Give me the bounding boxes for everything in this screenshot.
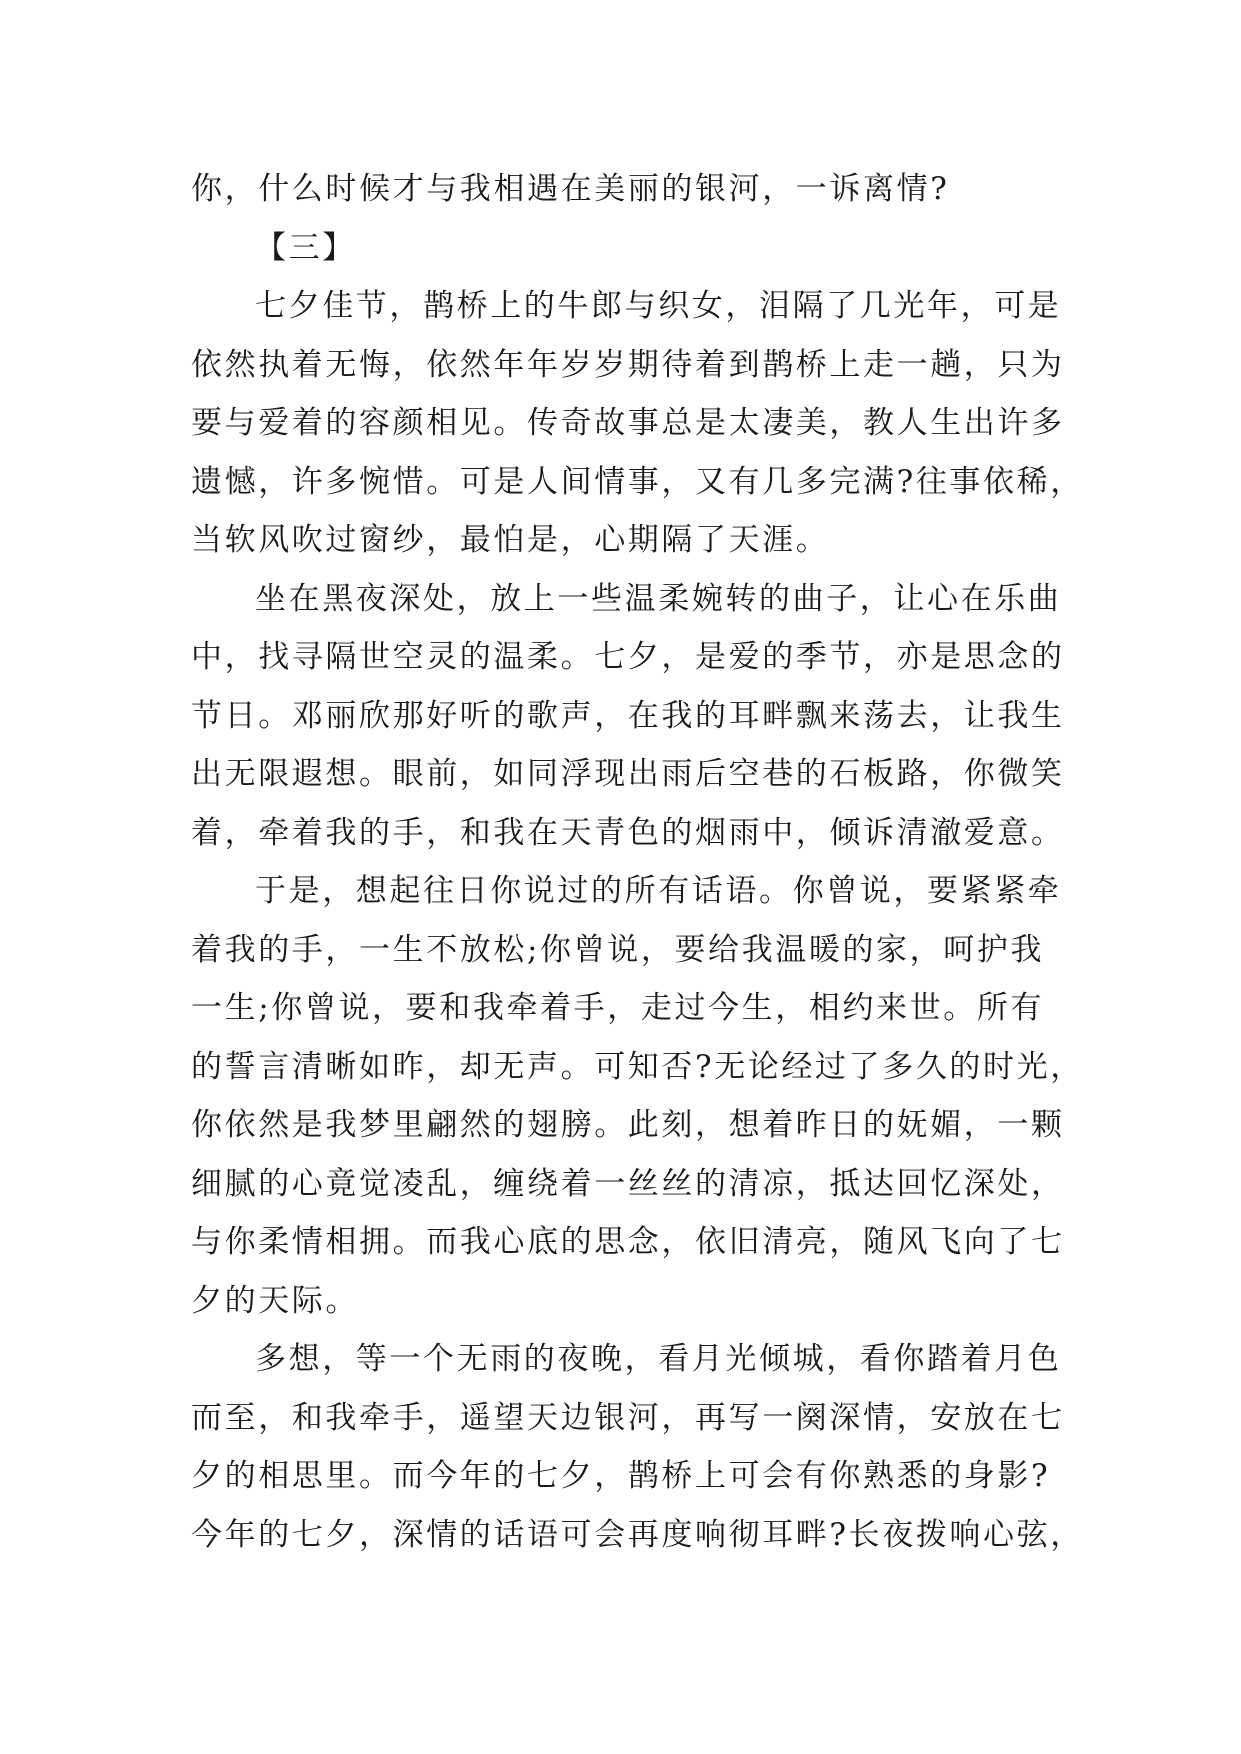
text-line: 而至，和我牵手，遥望天边银河，再写一阕深情，安放在七 <box>191 1399 1065 1436</box>
text-line: 中，找寻隔世空灵的温柔。七夕，是爱的季节，亦是思念的 <box>191 639 1065 675</box>
text-line: 多想，等一个无雨的夜晚，看月光倾城，看你踏着月色 <box>255 1341 1062 1377</box>
paragraph-1 <box>191 277 1084 570</box>
text-line: 出无限遐想。眼前，如同浮现出雨后空巷的石板路，你微笑 <box>191 756 1065 792</box>
text-line: 你依然是我梦里翩然的翅膀。此刻，想着昨日的妩媚，一颗 <box>191 1107 1065 1143</box>
text-line: 与你柔情相拥。而我心底的思念，依旧清亮，随风飞向了七 <box>191 1224 1065 1260</box>
section-heading <box>191 219 1051 278</box>
text-line: 遗憾，许多惋惜。可是人间情事，又有几多完满?往事依稀， <box>191 463 1084 500</box>
paragraph-continuation <box>191 160 1051 219</box>
section-heading-text: 【三】 <box>255 229 356 266</box>
paragraph-3 <box>191 862 1084 1330</box>
document-body <box>191 160 1084 1564</box>
text-line: 一生;你曾说，要和我牵着手，走过今生，相约来世。所有 <box>191 990 1045 1026</box>
paragraph-4 <box>191 1330 1084 1564</box>
text-line: 着我的手，一生不放松;你曾说，要给我温暖的家，呵护我 <box>191 931 1045 968</box>
text-line: 的誓言清晰如昨，却无声。可知否?无论经过了多久的时光， <box>191 1048 1084 1085</box>
text-line: 当软风吹过窗纱，最怕是，心期隔了天涯。 <box>191 522 830 558</box>
text-line: 于是，想起往日你说过的所有话语。你曾说，要紧紧牵 <box>255 873 1062 909</box>
text-line: 着，牵着我的手，和我在天青色的烟雨中，倾诉清澈爱意。 <box>191 814 1065 851</box>
text-line: 节日。邓丽欣那好听的歌声，在我的耳畔飘来荡去，让我生 <box>191 697 1065 734</box>
text-line: 细腻的心竟觉凌乱，缠绕着一丝丝的清凉，抵达回忆深处， <box>191 1165 1065 1202</box>
text-line: 今年的七夕，深情的话语可会再度响彻耳畔?长夜拨响心弦， <box>191 1516 1084 1553</box>
text-line: 你，什么时候才与我相遇在美丽的银河，一诉离情? <box>191 171 950 207</box>
text-line: 七夕佳节，鹊桥上的牛郎与织女，泪隔了几光年，可是 <box>255 288 1062 324</box>
paragraph-2 <box>191 570 1065 863</box>
text-line: 坐在黑夜深处，放上一些温柔婉转的曲子，让心在乐曲 <box>255 580 1062 617</box>
text-line: 夕的相思里。而今年的七夕，鹊桥上可会有你熟悉的身影? <box>191 1458 1051 1494</box>
text-line: 要与爱着的容颜相见。传奇故事总是太凄美，教人生出许多 <box>191 405 1065 441</box>
text-line: 夕的天际。 <box>191 1282 359 1319</box>
text-line: 依然执着无悔，依然年年岁岁期待着到鹊桥上走一趟，只为 <box>191 346 1065 383</box>
